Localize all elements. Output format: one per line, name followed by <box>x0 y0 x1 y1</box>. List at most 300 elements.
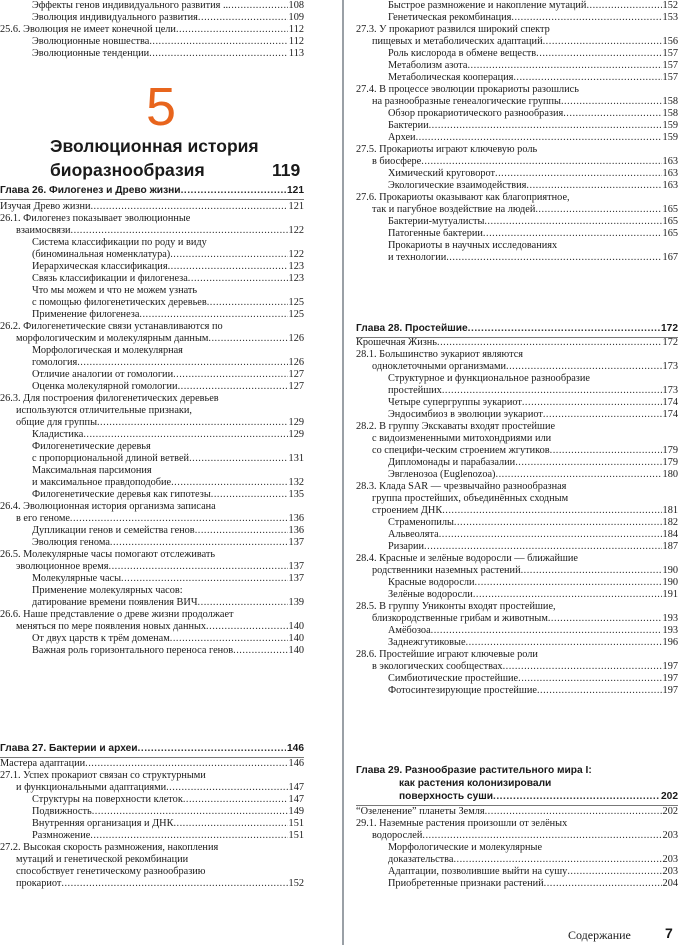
dot-leader <box>170 633 288 645</box>
toc-page-number: 151 <box>288 830 304 841</box>
dot-leader <box>543 409 662 421</box>
toc-entry-text: Максимальная парсимония <box>32 465 152 476</box>
toc-entry-text: Эвгленозоа (Euglenozoa) <box>388 469 496 480</box>
toc-entry-text: Важная роль горизонтального переноса генов <box>32 645 234 656</box>
toc-entry-text: с видоизмененными митохондриями или <box>372 433 552 444</box>
right-entry <box>372 613 678 625</box>
toc-entry-text: Оценка молекулярной гомологии <box>32 381 178 392</box>
left-entry <box>0 549 304 561</box>
toc-entry-text: 27.1. Успех прокариот связан со структурными <box>0 770 206 781</box>
toc-page-number: 159 <box>662 120 678 131</box>
toc-page-number: 196 <box>662 637 678 648</box>
right-entry <box>372 433 678 445</box>
toc-entry-text: (биноминальная номенклатура) <box>32 249 171 260</box>
left-entry <box>32 309 304 321</box>
toc-entry-text: Эндосимбиоз в эволюции эукариот <box>388 409 543 420</box>
toc-entry-text: с пропорциональной длиной ветвей <box>32 453 190 464</box>
toc-page-number: 132 <box>288 477 304 488</box>
dot-leader <box>208 333 287 345</box>
dot-leader <box>483 228 662 240</box>
toc-entry-text: на разнообразные генеалогические группы <box>372 96 561 107</box>
left-entry <box>0 609 304 621</box>
left-entry <box>32 525 304 537</box>
toc-entry-text: Эволюция индивидуального развития <box>32 12 198 23</box>
toc-page-number: 136 <box>288 525 304 536</box>
right-entry <box>388 469 678 481</box>
toc-entry-text: 25.6. Эволюция не имеет конечной цели <box>0 24 176 35</box>
dot-leader <box>206 621 288 633</box>
left-entry <box>32 633 304 645</box>
toc-entry-text: Патогенные бактерии <box>388 228 483 239</box>
right-entry <box>388 589 678 601</box>
right-entry <box>388 541 678 553</box>
dot-leader <box>429 120 662 132</box>
left-entry <box>0 201 304 213</box>
toc-page-number: 193 <box>662 613 678 624</box>
toc-page-number: 123 <box>288 273 304 284</box>
left-entry <box>32 477 304 489</box>
right-entry <box>356 481 678 493</box>
dot-leader <box>521 565 662 577</box>
toc-entry-text: Подвижность <box>32 806 92 817</box>
dot-leader <box>178 381 288 393</box>
left-entry <box>32 489 304 501</box>
left-entry <box>32 818 304 830</box>
toc-entry-text: 28.2. В группу Экскаваты входят простейшие <box>356 421 556 432</box>
right-entry <box>388 866 678 878</box>
toc-page-number: 163 <box>662 180 678 191</box>
toc-entry-text: Адаптации, позволившие выйти на сушу <box>388 866 568 877</box>
toc-page-number: 172 <box>661 323 678 334</box>
toc-entry-text: взаимосвязи <box>16 225 71 236</box>
right-entry <box>388 842 678 854</box>
dot-leader <box>473 589 662 601</box>
left-entry <box>0 770 304 782</box>
toc-page-number: 147 <box>288 782 304 793</box>
toc-entry-text: Заднежгутиковые <box>388 637 466 648</box>
toc-entry-text: Дупликации генов и семейства генов <box>32 525 195 536</box>
right-entry <box>356 649 678 661</box>
toc-page-number: 140 <box>288 621 304 632</box>
left-entry <box>16 866 304 878</box>
toc-page-number: 146 <box>288 758 304 769</box>
toc-entry-text: Глава 27. Бактерии и археи <box>0 743 138 754</box>
toc-page-number: 127 <box>288 381 304 392</box>
left-entry <box>0 842 304 854</box>
left-entry <box>32 12 304 24</box>
toc-page-number: 174 <box>662 409 678 420</box>
toc-entry-text: Отличие аналогии от гомологии <box>32 369 174 380</box>
toc-entry-text: Бактерии-мутуалисты <box>388 216 485 227</box>
chapter-heading-line3 <box>399 791 678 803</box>
left-entry <box>32 537 304 549</box>
dot-leader <box>503 661 662 673</box>
toc-entry-text: Амёбозоа <box>388 625 431 636</box>
left-entry <box>32 585 304 597</box>
right-entry <box>356 806 678 818</box>
toc-entry-text: родственники наземных растений <box>372 565 521 576</box>
toc-page-number: 139 <box>288 597 304 608</box>
right-entry <box>372 361 678 373</box>
dot-leader <box>563 108 661 120</box>
right-entry <box>388 12 678 24</box>
toc-entry-text: Генетическая рекомбинация <box>388 12 512 23</box>
toc-page-number: 179 <box>662 445 678 456</box>
toc-page-number: 184 <box>662 529 678 540</box>
footer-label: Содержание <box>568 928 631 942</box>
toc-page-number: 121 <box>288 201 304 212</box>
dot-leader <box>422 830 661 842</box>
toc-entry-text: Быстрое размножение и накопление мутаций <box>388 0 587 11</box>
dot-leader <box>442 385 662 397</box>
dot-leader <box>61 878 287 890</box>
left-entry <box>0 24 304 36</box>
dot-leader <box>176 24 288 36</box>
toc-entry-text: Внутренняя организация и ДНК <box>32 818 174 829</box>
toc-page-number: 112 <box>288 24 304 35</box>
right-entry <box>388 48 678 60</box>
right-entry <box>388 397 678 409</box>
toc-page-number: 140 <box>288 633 304 644</box>
dot-leader <box>207 297 288 309</box>
right-entry <box>388 132 678 144</box>
toc-entry-text: строением ДНК <box>372 505 443 516</box>
dot-leader <box>567 866 661 878</box>
left-entry <box>32 573 304 585</box>
right-entry <box>356 192 678 204</box>
toc-entry-text: Глава 26. Филогенез и Древо жизни <box>0 185 181 196</box>
toc-entry-text: в биосфере <box>372 156 422 167</box>
dot-leader <box>537 685 662 697</box>
left-entry <box>16 878 304 890</box>
right-entry <box>372 445 678 457</box>
toc-entry-text: Структуры на поверхности клеток <box>32 794 183 805</box>
left-entry <box>32 237 304 249</box>
toc-entry-text: так и пагубное воздействие на людей <box>372 204 536 215</box>
toc-entry-text: поверхность суши <box>399 791 494 802</box>
right-entry <box>388 409 678 421</box>
toc-entry-text: со специфи-ческим строением жгутиков <box>372 445 550 456</box>
dot-leader <box>561 96 662 108</box>
toc-entry-text: Красные водоросли <box>388 577 475 588</box>
toc-page-number: 163 <box>662 168 678 179</box>
toc-entry-text: 29.1. Наземные растения произошли от зелёных <box>356 818 568 829</box>
right-entry <box>388 180 678 192</box>
dot-leader <box>70 513 288 525</box>
toc-entry-text: и технологии <box>388 252 447 263</box>
toc-entry-text: 26.5. Молекулярные часы помогают отслеживать <box>0 549 216 560</box>
toc-entry-text: Бактерии <box>388 120 429 131</box>
section-number: 5 <box>146 77 177 137</box>
toc-page-number: 122 <box>288 225 304 236</box>
toc-entry-text: Морфологическая и молекулярная <box>32 345 183 356</box>
left-entry <box>32 48 304 60</box>
toc-page-number: 157 <box>662 48 678 59</box>
toc-entry-text: Страменопилы <box>388 517 454 528</box>
toc-page-number: 165 <box>662 228 678 239</box>
dot-leader <box>90 201 287 213</box>
toc-entry-text: простейших <box>388 385 442 396</box>
toc-page-number: 197 <box>662 661 678 672</box>
toc-entry-text: Зелёные водоросли <box>388 589 473 600</box>
toc-entry-text: в экологических сообществах <box>372 661 503 672</box>
toc-page-number: 109 <box>288 12 304 23</box>
left-entry <box>32 381 304 393</box>
toc-page-number: 149 <box>288 806 304 817</box>
dot-leader <box>446 252 661 264</box>
toc-entry-text: 28.1. Большинство эукариот являются <box>356 349 524 360</box>
right-entry <box>388 577 678 589</box>
dot-leader <box>109 561 288 573</box>
toc-entry-text: пищевых и метаболических адаптаций <box>372 36 543 47</box>
dot-leader <box>198 597 288 609</box>
left-entry <box>32 36 304 48</box>
toc-page-number: 127 <box>288 369 304 380</box>
left-entry <box>0 321 304 333</box>
toc-page-number: 126 <box>288 333 304 344</box>
toc-page-number: 125 <box>288 309 304 320</box>
dot-leader <box>543 36 662 48</box>
dot-leader <box>211 489 288 501</box>
right-entry <box>356 337 678 349</box>
toc-entry-text: Крошечная Жизнь <box>356 337 437 348</box>
toc-page-number: 180 <box>662 469 678 480</box>
left-entry <box>16 225 304 237</box>
right-entry <box>356 349 678 361</box>
dot-leader <box>183 794 288 806</box>
dot-leader <box>416 132 662 144</box>
left-entry <box>32 369 304 381</box>
toc-entry-text: 28.5. В группу Униконты входят простейшие, <box>356 601 556 612</box>
footer-page-number: 7 <box>665 925 673 941</box>
toc-page-number: 158 <box>662 96 678 107</box>
toc-entry-text: прокариот <box>16 878 62 889</box>
toc-entry-text: и максимальное правдоподобие <box>32 477 172 488</box>
dot-leader <box>431 625 662 637</box>
dot-leader <box>484 216 661 228</box>
toc-page-number: 113 <box>288 48 304 59</box>
toc-page-number: 157 <box>662 60 678 71</box>
dot-leader <box>442 505 661 517</box>
dot-leader <box>468 323 660 335</box>
toc-entry-text: 28.4. Красные и зелёные водоросли — ближайшие <box>356 553 578 564</box>
toc-page-number: 173 <box>662 361 678 372</box>
toc-entry-text: Применение филогенеза <box>32 309 140 320</box>
right-entry <box>388 385 678 397</box>
toc-page-number: 191 <box>662 589 678 600</box>
dot-leader <box>535 204 661 216</box>
toc-page-number: 151 <box>288 818 304 829</box>
left-entry <box>0 501 304 513</box>
left-entry <box>16 405 304 417</box>
toc-entry-text: Кладистика <box>32 429 84 440</box>
dot-leader <box>522 397 662 409</box>
left-entry <box>0 213 304 225</box>
dot-leader <box>454 517 662 529</box>
dot-leader <box>421 156 661 168</box>
toc-entry-text: Иерархическая классификация <box>32 261 168 272</box>
right-entry <box>388 120 678 132</box>
right-entry <box>388 228 678 240</box>
toc-entry-text: водорослей <box>372 830 423 841</box>
toc-page-number: 146 <box>287 743 304 754</box>
toc-page-number: 135 <box>288 489 304 500</box>
left-entry <box>32 285 304 297</box>
toc-page-number: 173 <box>662 385 678 396</box>
right-entry <box>372 96 678 108</box>
toc-entry-text: 28.3. Клада SAR — чрезвычайно разнообразная <box>356 481 567 492</box>
toc-entry-text: и функциональными адаптациями <box>16 782 167 793</box>
dot-leader <box>586 0 661 12</box>
toc-page-number: 190 <box>662 565 678 576</box>
toc-page-number: 157 <box>662 72 678 83</box>
toc-entry-text: способствует генетическому разнообразию <box>16 866 206 877</box>
right-entry <box>388 637 678 649</box>
dot-leader <box>233 645 287 657</box>
toc-page-number: 140 <box>288 645 304 656</box>
left-entry <box>32 597 304 609</box>
left-entry <box>16 782 304 794</box>
dot-leader <box>511 12 661 24</box>
toc-page-number: 190 <box>662 577 678 588</box>
dot-leader <box>548 613 662 625</box>
column-divider <box>342 0 344 945</box>
toc-entry-text: Применение молекулярных часов: <box>32 585 183 596</box>
toc-entry-text: 26.1. Филогенез показывает эволюционные <box>0 213 191 224</box>
left-entry <box>0 758 304 770</box>
left-entry <box>16 513 304 525</box>
toc-page-number: 137 <box>288 573 304 584</box>
toc-entry-text: “Озеленение” планеты Земля <box>356 806 485 817</box>
toc-entry-text: в его геноме <box>16 513 70 524</box>
toc-entry-text: с помощью филогенетических деревьев <box>32 297 207 308</box>
dot-leader <box>173 818 287 830</box>
dot-leader <box>85 758 287 770</box>
dot-leader <box>188 273 288 285</box>
right-entry <box>372 661 678 673</box>
toc-page-number: 137 <box>288 561 304 572</box>
right-entry <box>388 529 678 541</box>
right-entry <box>388 457 678 469</box>
dot-leader <box>467 60 661 72</box>
toc-page-number: 152 <box>288 878 304 889</box>
left-entry <box>32 429 304 441</box>
left-entry <box>32 261 304 273</box>
toc-entry-text: Метаболическая кооперация <box>388 72 514 83</box>
dot-leader <box>526 180 661 192</box>
dot-leader <box>195 525 288 537</box>
dot-leader <box>439 529 662 541</box>
left-entry <box>32 645 304 657</box>
toc-entry-text: эволюционное время <box>16 561 109 572</box>
right-entry <box>356 421 678 433</box>
toc-page-number: 202 <box>661 791 678 802</box>
toc-page-number: 163 <box>662 156 678 167</box>
toc-entry-text: Что мы можем и что не можем узнать <box>32 285 198 296</box>
toc-entry-text: Прокариоты в научных исследованиях <box>388 240 558 251</box>
right-entry <box>388 685 678 697</box>
toc-page-number: 126 <box>288 357 304 368</box>
toc-entry-text: Эволюционные тенденции <box>32 48 150 59</box>
toc-entry-text: Ризарии <box>388 541 425 552</box>
dot-leader <box>550 445 662 457</box>
toc-page-number: 108 <box>288 0 304 11</box>
dot-leader <box>149 48 288 60</box>
right-entry <box>356 601 678 613</box>
right-entry <box>388 673 678 685</box>
dot-leader <box>518 673 661 685</box>
toc-entry-text: Глава 28. Простейшие <box>356 323 468 334</box>
toc-page-number: 203 <box>662 866 678 877</box>
dot-leader <box>189 453 287 465</box>
right-entry <box>372 156 678 168</box>
toc-entry-text: От двух царств к трём доменам <box>32 633 170 644</box>
toc-entry-text: мутаций и генетической рекомбинации <box>16 854 189 865</box>
toc-entry-text: Фотосинтезирующие простейшие <box>388 685 537 696</box>
toc-entry-text: 26.6. Наше представление о древе жизни продолжает <box>0 609 234 620</box>
right-entry <box>372 36 678 48</box>
left-entry <box>16 561 304 573</box>
toc-entry-text: доказательства <box>388 854 454 865</box>
left-entry <box>32 297 304 309</box>
toc-entry-text: Филогенетические деревья <box>32 441 151 452</box>
right-entry <box>356 84 678 96</box>
toc-page-number: 153 <box>662 12 678 23</box>
toc-page-number: 193 <box>662 625 678 636</box>
toc-entry-text: 27.3. У прокариот развился широкий спектр <box>356 24 550 35</box>
dot-leader <box>166 782 287 794</box>
left-entry <box>32 806 304 818</box>
right-entry <box>356 24 678 36</box>
dot-leader <box>493 791 660 803</box>
right-entry <box>372 830 678 842</box>
right-entry <box>356 553 678 565</box>
toc-entry-text: Размножение <box>32 830 91 841</box>
toc-entry-text: 27.6. Прокариоты оказывают как благоприятное, <box>356 192 570 203</box>
toc-entry-text: близкородственные грибам и животным <box>372 613 548 624</box>
left-entry <box>0 393 304 405</box>
left-entry <box>32 0 304 12</box>
right-entry <box>388 72 678 84</box>
toc-page-number: 187 <box>662 541 678 552</box>
section-title-line2: биоразнообразия <box>50 160 205 180</box>
toc-page-number: 165 <box>662 204 678 215</box>
toc-entry-text: группа простейших, объединённых сходным <box>372 493 569 504</box>
toc-entry-text: Изучая Древо жизни <box>0 201 91 212</box>
toc-page-number: 125 <box>288 297 304 308</box>
right-entry <box>388 373 678 385</box>
dot-leader <box>536 48 661 60</box>
section-title-line1: Эволюционная история <box>50 136 259 156</box>
dot-leader <box>513 72 661 84</box>
dot-leader <box>168 261 288 273</box>
toc-entry-text: общие для группы <box>16 417 97 428</box>
toc-page-number: 179 <box>662 457 678 468</box>
dot-leader <box>485 806 662 818</box>
left-entry <box>32 830 304 842</box>
right-entry <box>388 625 678 637</box>
left-entry <box>16 417 304 429</box>
dot-leader <box>171 477 287 489</box>
toc-page-number: 158 <box>662 108 678 119</box>
right-entry <box>388 878 678 890</box>
toc-entry-text: Симбиотические простейшие <box>388 673 519 684</box>
chapter-heading <box>0 743 304 755</box>
left-entry <box>32 249 304 261</box>
right-entry <box>372 505 678 517</box>
toc-entry-text: 26.3. Для построения филогенетических деревьев <box>0 393 219 404</box>
dot-leader <box>424 541 662 553</box>
